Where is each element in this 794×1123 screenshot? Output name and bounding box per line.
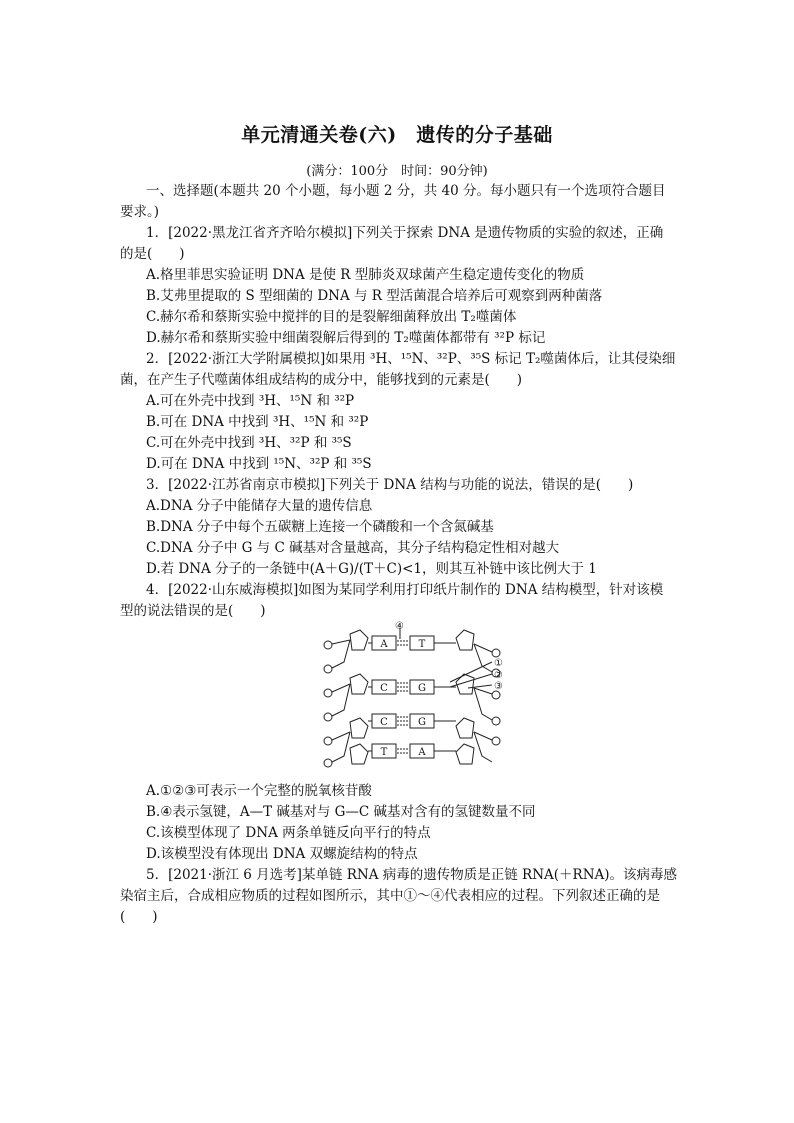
q2-option-c: C.可在外壳中找到 ³H、³²P 和 ³⁵S [146, 435, 352, 451]
dna-model-diagram [322, 622, 502, 774]
q4-option-b: B.④表示氢键，A—T 碱基对与 G—C 碱基对含有的氢键数量不同 [146, 804, 536, 820]
right-base-3: G [418, 717, 426, 728]
q2-stem-cont: 菌，在产生子代噬菌体组成结构的成分中，能够找到的元素是( ) [120, 372, 523, 388]
q3-option-d: D.若 DNA 分子的一条链中(A＋G)/(T＋C)<1，则其互补链中该比例大于 1 [146, 561, 597, 577]
q4-stem-cont: 型的说法错误的是( ) [120, 603, 266, 619]
q1-stem-cont: 的是( ) [120, 246, 185, 262]
q1-option-d: D.赫尔希和蔡斯实验中细菌裂解后得到的 T₂噬菌体都带有 ³²P 标记 [146, 330, 546, 346]
q4-option-d: D.该模型没有体现出 DNA 双螺旋结构的特点 [146, 846, 418, 862]
q3-option-c: C.DNA 分子中 G 与 C 碱基对含量越高，其分子结构稳定性相对越大 [146, 540, 560, 556]
page-title: 单元清通关卷(六) 遗传的分子基础 [241, 124, 553, 146]
q2-stem: 2．[2022·浙江大学附属模拟]如果用 ³H、¹⁵N、³²P、³⁵S 标记 T₂噬菌体后，让其侵染细 [146, 351, 676, 367]
q3-option-a: A.DNA 分子中能储存大量的遗传信息 [146, 498, 373, 514]
section-heading: 一、选择题(本题共 20 个小题，每小题 2 分，共 40 分。每小题只有一个选项符合题目 [146, 183, 666, 199]
q5-stem: 5．[2021·浙江 6 月选考]某单链 RNA 病毒的遗传物质是正链 RNA(＋RNA)。该病毒感 [146, 867, 678, 883]
marker-3: ③ [494, 681, 503, 692]
q1-option-c: C.赫尔希和蔡斯实验中搅拌的目的是裂解细菌释放出 T₂噬菌体 [146, 309, 517, 325]
q4-stem: 4．[2022·山东威海模拟]如图为某同学利用打印纸片制作的 DNA 结构模型，针对该模 [146, 582, 664, 598]
q1-option-a: A.格里菲思实验证明 DNA 是使 R 型肺炎双球菌产生稳定遗传变化的物质 [146, 267, 585, 283]
right-base-2: G [418, 683, 426, 694]
left-base-1: A [380, 639, 388, 650]
q5-stem-cont: 染宿主后，合成相应物质的过程如图所示，其中①～④代表相应的过程。下列叙述正确的是 [120, 888, 660, 904]
section-heading-cont: 要求。) [120, 204, 160, 220]
q2-option-d: D.可在 DNA 中找到 ¹⁵N、³²P 和 ³⁵S [146, 456, 372, 472]
q3-option-b: B.DNA 分子中每个五碳糖上连接一个磷酸和一个含氮碱基 [146, 519, 494, 535]
q1-stem: 1．[2022·黑龙江省齐齐哈尔模拟]下列关于探索 DNA 是遗传物质的实验的叙述，正确 [146, 225, 664, 241]
q1-option-b: B.艾弗里提取的 S 型细菌的 DNA 与 R 型活菌混合培养后可观察到两种菌落 [146, 288, 603, 304]
page-subtitle: (满分：100分 时间：90分钟) [306, 164, 488, 179]
q5-stem-cont2: ( ) [120, 909, 158, 925]
left-base-4: T [380, 747, 388, 758]
q2-option-a: A.可在外壳中找到 ³H、¹⁵N 和 ³²P [146, 393, 355, 409]
marker-2: ② [494, 670, 503, 681]
q3-stem: 3．[2022·江苏省南京市模拟]下列关于 DNA 结构与功能的说法，错误的是( ) [146, 477, 634, 493]
q2-option-b: B.可在 DNA 中找到 ³H、¹⁵N 和 ³²P [146, 414, 369, 430]
marker-1: ① [494, 658, 503, 669]
marker-4: ④ [395, 621, 404, 632]
right-base-1: T [418, 639, 426, 650]
left-base-3: C [380, 717, 388, 728]
left-base-2: C [380, 683, 388, 694]
right-base-4: A [418, 747, 426, 758]
q4-option-a: A.①②③可表示一个完整的脱氧核苷酸 [146, 783, 372, 799]
q4-option-c: C.该模型体现了 DNA 两条单链反向平行的特点 [146, 825, 431, 841]
